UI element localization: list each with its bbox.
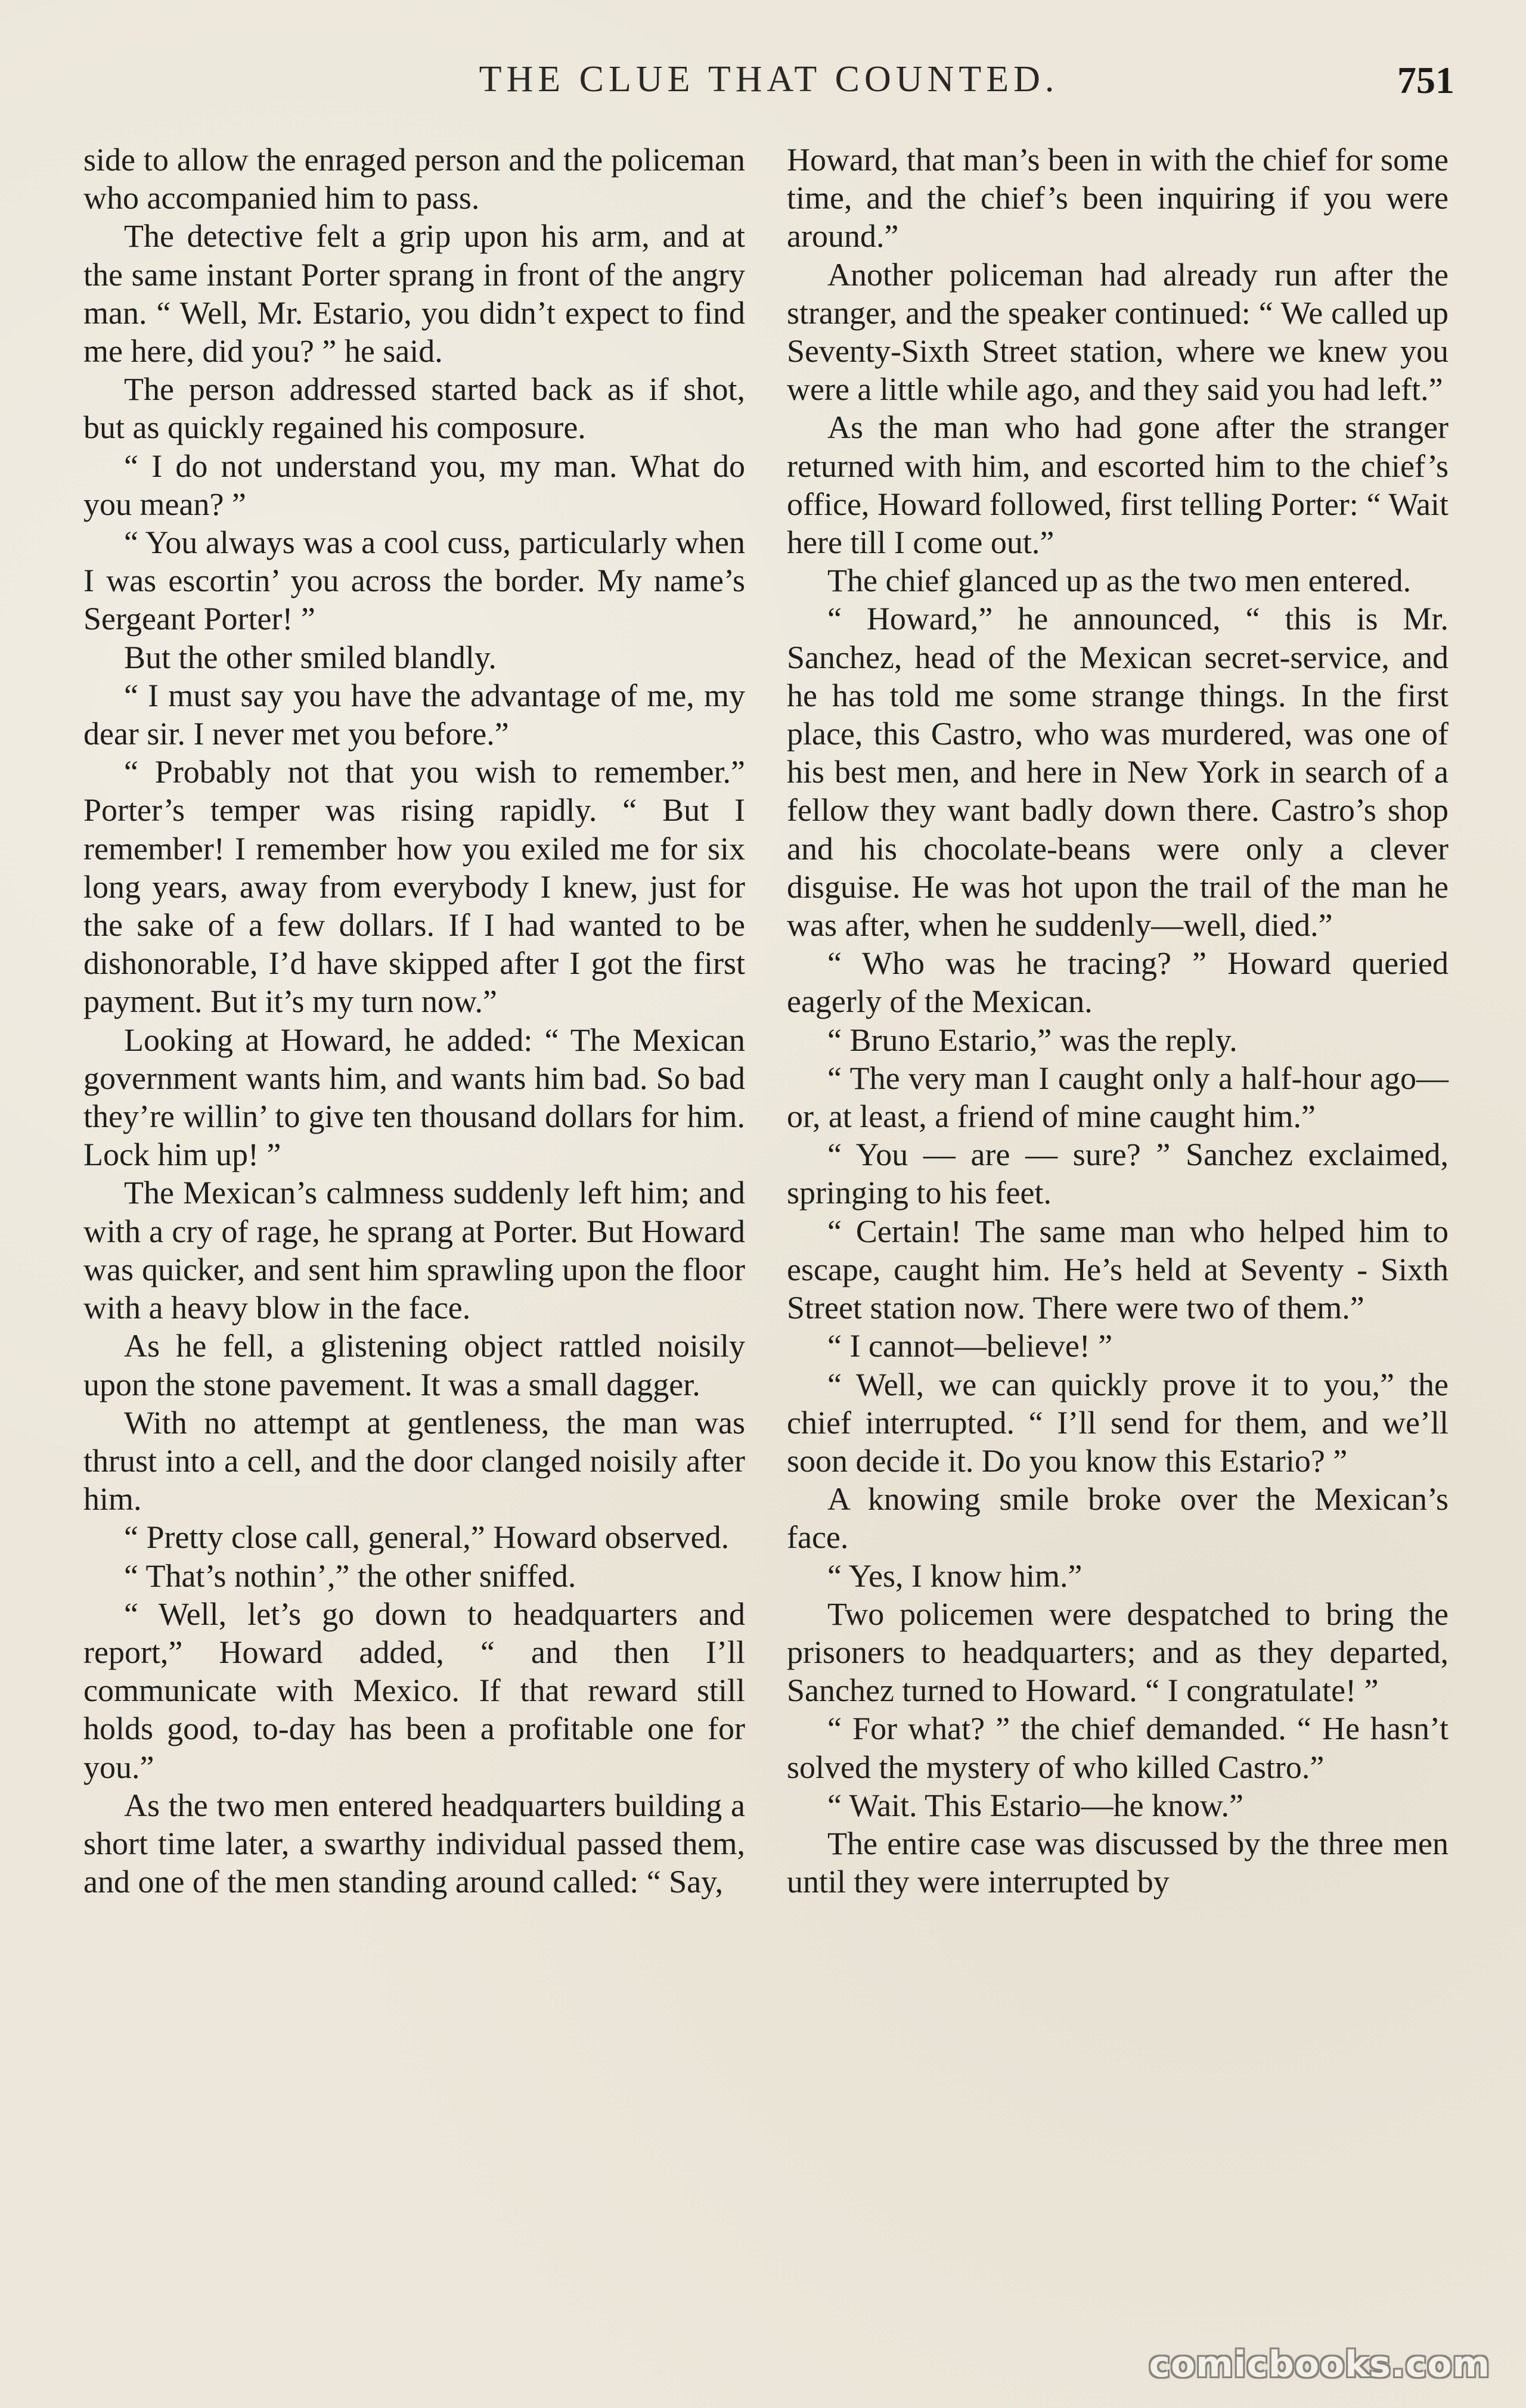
paragraph: “ The very man I caught only a half-hour ago—or, at least, a friend of mine caught him.”: [787, 1060, 1449, 1135]
paragraph: side to allow the enraged person and the policeman who accompanied him to pass.: [83, 142, 745, 216]
paragraph: “ Well, let’s go down to headquarters and report,” Howard added, “ and then I’ll communicate with Mexico. If that reward still holds good, to-day has been a profitable one for you.”: [83, 1596, 745, 1785]
paragraph: “ Well, we can quickly prove it to you,” the chief interrupted. “ I’ll send for them, and we’ll soon decide it. Do you know this Estario? ”: [787, 1366, 1449, 1479]
paragraph: The person addressed started back as if shot, but as quickly regained his composure.: [83, 371, 745, 446]
page-header: [83, 58, 1454, 112]
paragraph: As he fell, a glistening object rattled noisily upon the stone pavement. It was a small dagger.: [83, 1328, 745, 1402]
paragraph: “ For what? ” the chief demanded. “ He hasn’t solved the mystery of who killed Castro.”: [787, 1711, 1449, 1785]
paragraph: As the man who had gone after the stranger returned with him, and escorted him to the chief’s office, Howard followed, first telling Porter: “ Wait here till I come out.”: [787, 409, 1449, 561]
paragraph: “ Probably not that you wish to remember.” Porter’s temper was rising rapidly. “ But I remember! I remember how you exiled me for six long years, away from everybody I knew, just for the sake of a few dollars. If I had wanted to be dishonorable, I’d have skipped after I got the first payment. But it’s my turn now.”: [83, 754, 745, 1020]
paragraph: The Mexican’s calmness suddenly left him; and with a cry of rage, he sprang at Porter. But Howard was quicker, and sent him sprawling upon the floor with a heavy blow in the face.: [83, 1175, 745, 1326]
paragraph: The entire case was discussed by the three men until they were interrupted by: [787, 1825, 1449, 1900]
paragraph: “ That’s nothin’,” the other sniffed.: [124, 1557, 576, 1594]
right-column: [787, 141, 1449, 1901]
paragraph: “ Wait. This Estario—he know.”: [827, 1787, 1244, 1823]
paragraph: Two policemen were despatched to bring the prisoners to headquarters; and as they departed, Sanchez turned to Howard. “ I congratulate! ”: [787, 1596, 1449, 1709]
watermark: comicbooks.com: [1149, 2344, 1490, 2385]
paragraph: But the other smiled blandly.: [124, 639, 497, 675]
paragraph: “ Yes, I know him.”: [827, 1557, 1083, 1594]
running-title: THE CLUE THAT COUNTED.: [479, 59, 1059, 100]
paragraph: “ I cannot—believe! ”: [827, 1328, 1113, 1364]
paragraph: “ Who was he tracing? ” Howard queried eagerly of the Mexican.: [787, 945, 1449, 1020]
paragraph: “ Pretty close call, general,” Howard observed.: [124, 1519, 730, 1556]
paragraph: A knowing smile broke over the Mexican’s face.: [787, 1481, 1449, 1556]
paragraph: “ I must say you have the advantage of me, my dear sir. I never met you before.”: [83, 677, 745, 752]
paragraph: “ You — are — sure? ” Sanchez exclaimed, springing to his feet.: [787, 1137, 1449, 1211]
paragraph: “ Certain! The same man who helped him to escape, caught him. He’s held at Seventy - Sixth Street station now. There were two of them.”: [787, 1213, 1449, 1326]
paragraph: The chief glanced up as the two men entered.: [827, 563, 1412, 599]
paragraph: Howard, that man’s been in with the chief for some time, and the chief’s been inquiring if you were around.”: [787, 142, 1449, 255]
paragraph: The detective felt a grip upon his arm, and at the same instant Porter sprang in front of the angry man. “ Well, Mr. Estario, you didn’t expect to find me here, did you? ” he said.: [83, 218, 745, 370]
paragraph: Another policeman had already run after the stranger, and the speaker continued: “ We called up Seventy-Sixth Street station, where we knew you were a little while ago, and they said you had left.”: [787, 256, 1449, 408]
paragraph: As the two men entered headquarters building a short time later, a swarthy individual passed them, and one of the men standing around called: “ Say,: [83, 1787, 745, 1900]
left-column: [83, 141, 745, 1901]
paragraph: “ I do not understand you, my man. What do you mean? ”: [83, 448, 745, 522]
paragraph: “ You always was a cool cuss, particularly when I was escortin’ you across the border. My name’s Sergeant Porter! ”: [83, 525, 745, 637]
paragraph: Looking at Howard, he added: “ The Mexican government wants him, and wants him bad. So bad they’re willin’ to give ten thousand dollars for him. Lock him up! ”: [83, 1022, 745, 1173]
paragraph: With no attempt at gentleness, the man was thrust into a cell, and the door clanged noisily after him.: [83, 1404, 745, 1518]
page-number: 751: [1397, 59, 1454, 101]
paragraph: “ Howard,” he announced, “ this is Mr. Sanchez, head of the Mexican secret-service, and he has told me some strange things. In the first place, this Castro, who was murdered, was one of his best men, and here in New York in search of a fellow they want badly down there. Castro’s shop and his chocolate-beans were only a clever disguise. He was hot upon the trail of the man he was after, when he suddenly—well, died.”: [787, 601, 1449, 944]
paragraph: “ Bruno Estario,” was the reply.: [827, 1022, 1237, 1058]
